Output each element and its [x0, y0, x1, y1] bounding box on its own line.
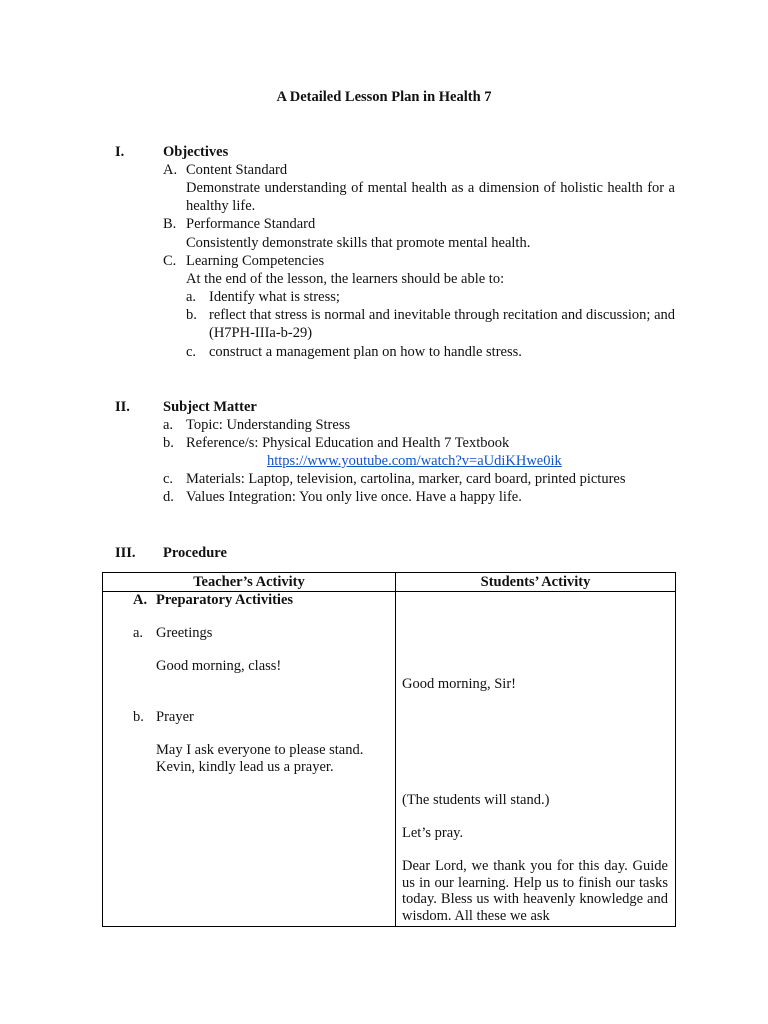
- students-lets-pray: Let’s pray.: [402, 825, 464, 841]
- subject-letter: d.: [163, 489, 174, 505]
- subject-values: Values Integration: You only live once. Have a happy life.: [186, 489, 522, 505]
- competency-text: construct a management plan on how to handle stress.: [209, 344, 522, 360]
- section-title-subject: Subject Matter: [163, 399, 257, 415]
- section-number-procedure: III.: [115, 545, 136, 561]
- section-title-objectives: Objectives: [163, 144, 229, 160]
- learning-competencies-title: Learning Competencies: [186, 253, 325, 269]
- competency-letter: b.: [186, 307, 197, 323]
- students-stand: (The students will stand.): [402, 792, 550, 808]
- subject-reference: Reference/s: Physical Education and Health 7 Textbook: [186, 435, 510, 451]
- content-standard-text: Demonstrate understanding of mental health as a dimension of holistic health for a healthy life.: [186, 180, 675, 214]
- item-letter: C.: [163, 253, 177, 269]
- section-title-procedure: Procedure: [163, 545, 227, 561]
- subject-topic: Topic: Understanding Stress: [186, 417, 351, 433]
- competency-letter: c.: [186, 344, 197, 360]
- teacher-prayer-request-2: Kevin, kindly lead us a prayer.: [156, 759, 334, 775]
- item-letter: A.: [163, 162, 178, 178]
- teacher-greeting: Good morning, class!: [156, 658, 282, 674]
- prayer-letter: b.: [133, 709, 144, 725]
- subject-letter: a.: [163, 417, 174, 433]
- item-letter: B.: [163, 216, 177, 232]
- subject-materials: Materials: Laptop, television, cartolina, marker, card board, printed pictures: [186, 471, 626, 487]
- procedure-table: [102, 572, 676, 927]
- performance-standard-title: Performance Standard: [186, 216, 316, 232]
- students-prayer: Dear Lord, we thank you for this day. Guide us in our learning. Help us to finish our tasks today. Bless us with heavenly knowledge and wisdom. All these we ask: [402, 858, 668, 924]
- section-number-subject: II.: [115, 399, 130, 415]
- prayer-label: Prayer: [156, 709, 194, 725]
- competency-letter: a.: [186, 289, 197, 305]
- subject-letter: c.: [163, 471, 174, 487]
- competency-text: reflect that stress is normal and inevitable through recitation and discussion; and (H7PH-IIIa-b-29): [209, 307, 675, 341]
- learning-competencies-intro: At the end of the lesson, the learners should be able to:: [186, 271, 505, 287]
- performance-standard-text: Consistently demonstrate skills that promote mental health.: [186, 235, 531, 251]
- teacher-activity-header: Teacher’s Activity: [103, 573, 396, 592]
- students-greeting-reply: Good morning, Sir!: [402, 676, 516, 692]
- preparatory-activities-heading: Preparatory Activities: [156, 592, 294, 608]
- reference-link[interactable]: https://www.youtube.com/watch?v=aUdiKHwe0ik: [267, 453, 562, 469]
- teacher-activity-cell: [103, 592, 396, 927]
- document-title: A Detailed Lesson Plan in Health 7: [276, 89, 492, 105]
- table-header-row: [103, 573, 676, 592]
- content-standard-title: Content Standard: [186, 162, 288, 178]
- teacher-prayer-request-1: May I ask everyone to please stand.: [156, 742, 364, 758]
- students-activity-cell: [396, 592, 676, 927]
- greetings-label: Greetings: [156, 625, 213, 641]
- section-number-objectives: I.: [115, 144, 125, 160]
- students-activity-header: Students’ Activity: [396, 573, 676, 592]
- preparatory-letter: A.: [133, 592, 148, 608]
- table-row: [103, 592, 676, 927]
- subject-letter: b.: [163, 435, 174, 451]
- competency-text: Identify what is stress;: [209, 289, 340, 305]
- greetings-letter: a.: [133, 625, 144, 641]
